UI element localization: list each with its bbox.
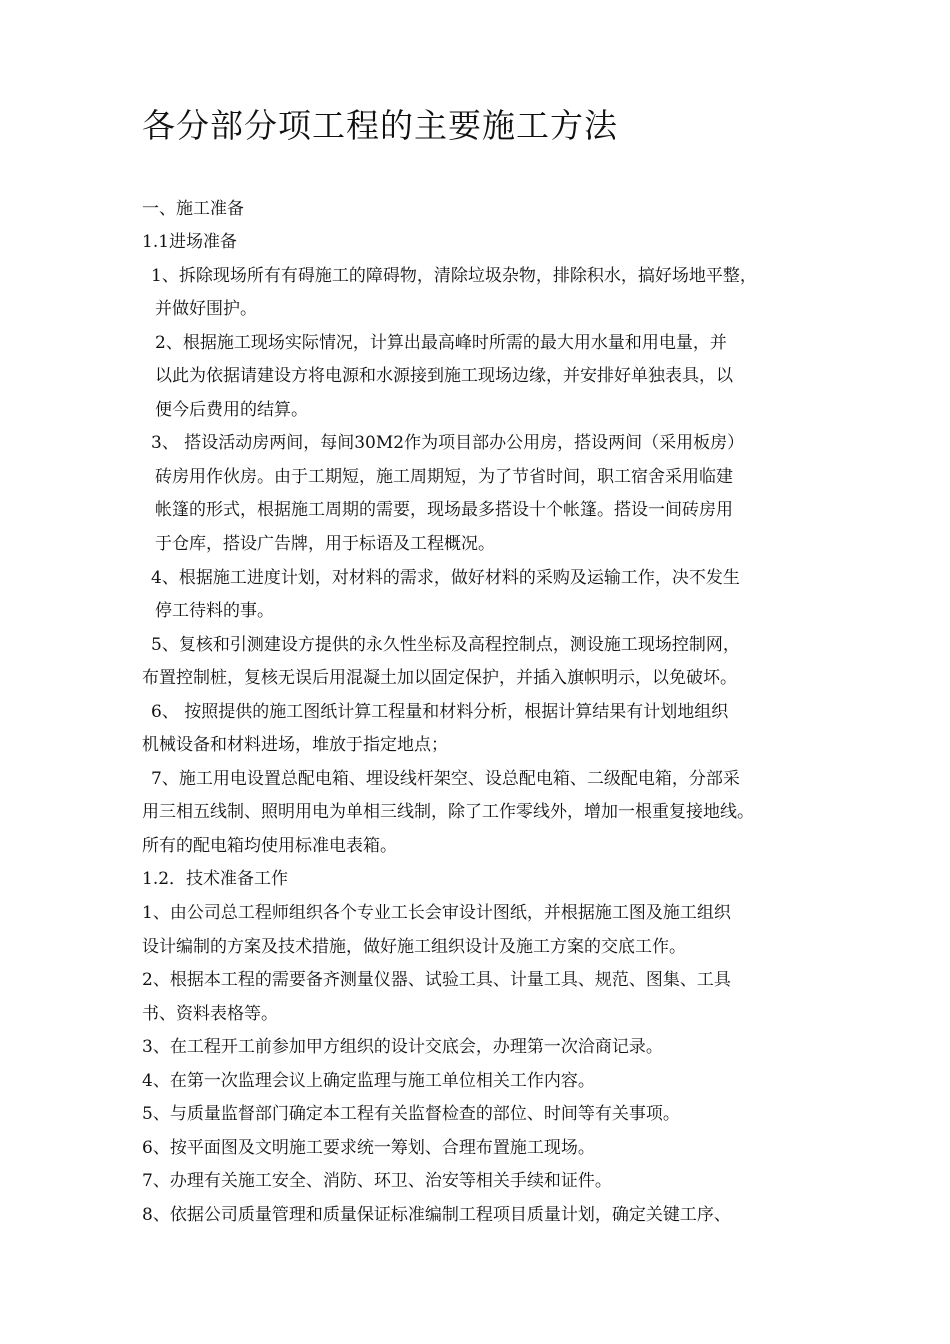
text-line: 6、按平面图及文明施工要求统一筹划、合理布置施工现场。 <box>142 1138 595 1158</box>
text-line: 设计编制的方案及技术措施，做好施工组织设计及施工方案的交底工作。 <box>142 937 686 957</box>
document-title: 各分部分项工程的主要施工方法 <box>142 106 618 145</box>
text-line: 书、资料表格等。 <box>142 1004 278 1024</box>
text-line: 便今后费用的结算。 <box>155 400 308 420</box>
text-line: 4、根据施工进度计划，对材料的需求，做好材料的采购及运输工作，决不发生 <box>151 568 740 588</box>
subsection-heading-1-1: 1.1进场准备 <box>142 232 238 252</box>
subsection-heading-1-2: 1.2．技术准备工作 <box>142 869 289 889</box>
text-line: 于仓库，搭设广告牌，用于标语及工程概况。 <box>155 534 495 554</box>
section-heading-1: 一、施工准备 <box>142 199 244 219</box>
text-line: 4、在第一次监理会议上确定监理与施工单位相关工作内容。 <box>142 1071 595 1091</box>
text-line: 5、与质量监督部门确定本工程有关监督检查的部位、时间等有关事项。 <box>142 1104 680 1124</box>
text-line: 5、复核和引测建设方提供的永久性坐标及高程控制点，测设施工现场控制网， <box>151 635 740 655</box>
text-line: 7、施工用电设置总配电箱、埋设线杆架空、设总配电箱、二级配电箱，分部采 <box>151 769 740 789</box>
text-line: 砖房用作伙房。由于工期短，施工周期短，为了节省时间，职工宿舍采用临建 <box>155 467 733 487</box>
text-line: 1、拆除现场所有有碍施工的障碍物，清除垃圾杂物，排除积水，搞好场地平整， <box>151 266 757 286</box>
text-line: 6、 按照提供的施工图纸计算工程量和材料分析，根据计算结果有计划地组织 <box>151 702 729 722</box>
text-line: 3、在工程开工前参加甲方组织的设计交底会，办理第一次洽商记录。 <box>142 1037 663 1057</box>
text-line: 2、根据施工现场实际情况，计算出最高峰时所需的最大用水量和用电量，并 <box>155 333 727 353</box>
text-line: 所有的配电箱均使用标准电表箱。 <box>142 836 397 856</box>
text-line: 1、由公司总工程师组织各个专业工长会审设计图纸，并根据施工图及施工组织 <box>142 903 731 923</box>
text-line: 2、根据本工程的需要备齐测量仪器、试验工具、计量工具、规范、图集、工具 <box>142 970 731 990</box>
text-line: 布置控制桩，复核无误后用混凝土加以固定保护，并插入旗帜明示，以免破坏。 <box>142 668 737 688</box>
text-line: 7、办理有关施工安全、消防、环卫、治安等相关手续和证件。 <box>142 1171 612 1191</box>
text-line: 8、依据公司质量管理和质量保证标准编制工程项目质量计划，确定关键工序、 <box>142 1205 731 1225</box>
text-line: 停工待料的事。 <box>155 601 274 621</box>
text-line: 帐篷的形式，根据施工周期的需要，现场最多搭设十个帐篷。搭设一间砖房用 <box>155 500 733 520</box>
text-line: 3、 搭设活动房两间，每间30M2作为项目部办公用房，搭设两间（采用板房） <box>151 433 745 453</box>
text-line: 机械设备和材料进场，堆放于指定地点； <box>142 735 448 755</box>
text-line: 并做好围护。 <box>155 299 257 319</box>
text-line: 用三相五线制、照明用电为单相三线制，除了工作零线外，增加一根重复接地线。 <box>142 802 754 822</box>
text-line: 以此为依据请建设方将电源和水源接到施工现场边缘，并安排好单独表具，以 <box>155 366 733 386</box>
